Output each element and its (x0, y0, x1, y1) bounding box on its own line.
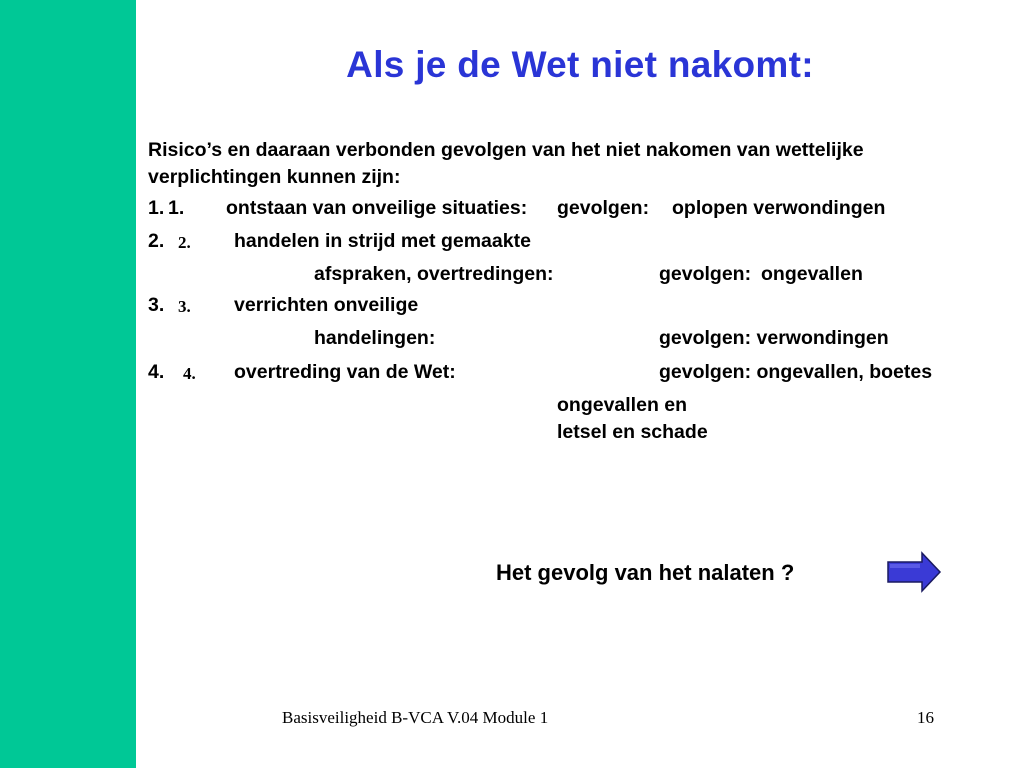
item-2-number: 2. (148, 230, 165, 252)
item-4-extra-line1: ongevallen en (557, 394, 688, 416)
item-4-text: overtreding van de Wet: (234, 361, 456, 383)
sidebar-band (0, 0, 136, 768)
item-1-text: ontstaan van onveilige situaties: (226, 197, 528, 219)
item-4-subnumber: 4. (183, 364, 196, 383)
item-4-extra-line2: letsel en schade (557, 421, 708, 443)
item-3-text-line1: verrichten onveilige (234, 294, 419, 316)
item-2-text-line2: afspraken, overtredingen: (314, 263, 554, 285)
item-1-number: 1. (148, 197, 165, 219)
item-3-number: 3. (148, 294, 165, 316)
item-3-text-line2: handelingen: (314, 327, 436, 349)
item-3-subnumber: 3. (178, 297, 191, 316)
consequence-question: Het gevolg van het nalaten ? (496, 560, 795, 585)
item-1-gevolgen: oplopen verwondingen (672, 197, 886, 219)
item-2-subnumber: 2. (178, 233, 191, 252)
intro-text: Risico’s en daaraan verbonden gevolgen van het niet nakomen van wettelijke verplichtingen kunnen zijn: (148, 139, 864, 188)
item-2-text-line1: handelen in strijd met gemaakte (234, 230, 531, 252)
item-4-number: 4. (148, 361, 165, 383)
item-3-gevolgen: gevolgen: verwondingen (659, 327, 889, 349)
page-number: 16 (917, 708, 934, 727)
item-2-gevolgen-label: gevolgen: (659, 263, 752, 285)
item-1-gevolgen-label: gevolgen: (557, 197, 650, 219)
footer-text: Basisveiligheid B-VCA V.04 Module 1 (282, 708, 549, 727)
item-1-subnumber: 1. (168, 197, 185, 219)
slide-title: Als je de Wet niet nakomt: (346, 44, 814, 85)
right-arrow-icon[interactable] (886, 551, 942, 593)
item-4-gevolgen: gevolgen: ongevallen, boetes (659, 361, 933, 383)
item-2-gevolgen: ongevallen (761, 263, 863, 285)
